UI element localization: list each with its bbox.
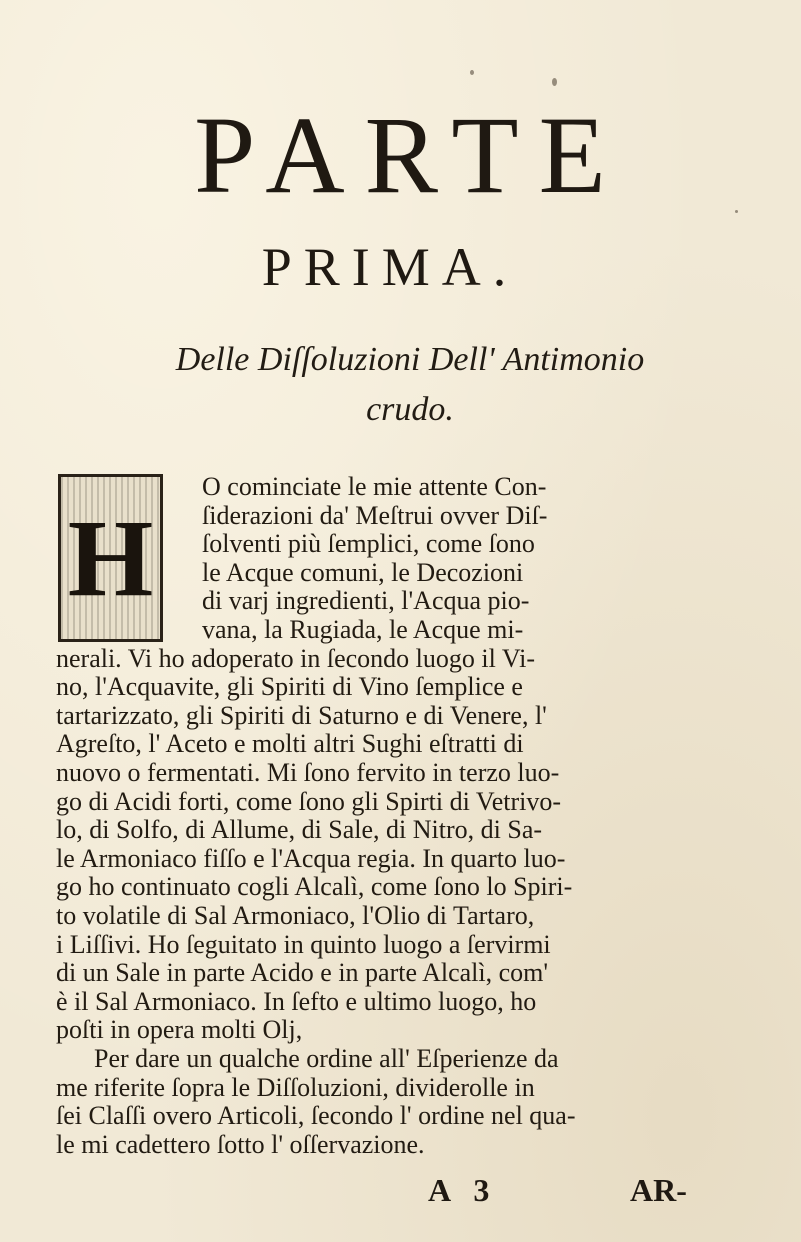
text-line: Per dare un qualche ordine all' Eſperienze da [94,1044,559,1073]
text-line: lo, di Solfo, di Allume, di Sale, di Nitro, di Sa- [56,815,543,845]
text-line: me riferite ſopra le Diſſoluzioni, dividerolle in [56,1072,535,1102]
text-line: le mi cadettero ſotto l' oſſervazione. [56,1129,425,1159]
ink-speck [735,210,738,213]
text-line: nuovo o fermentati. Mi ſono fervito in terzo luo- [56,758,560,787]
text-line: to volatile di Sal Armoniaco, l'Olio di Tartaro, [56,901,535,930]
drop-cap-letter: H [67,496,154,619]
text-line: è il Sal Armoniaco. In ſefto e ultimo luogo, ho [56,986,537,1016]
text-line: poſti in opera molti Olj, [56,1015,303,1045]
text-line: tartarizzato, gli Spiriti di Saturno e di Venere, l' [56,700,547,730]
text-line: Agreſto, l' Aceto e molti altri Sughi eſtratti di [56,729,524,759]
text-line: go ho continuato cogli Alcalì, come ſono lo Spiri- [56,872,573,902]
text-line: i Liſſivi. Ho ſeguitato in quinto luogo a ſervirmi [56,929,551,959]
part-number-title: PRIMA. [261,237,519,297]
text-line: O cominciate le mie attente Con- [202,472,547,501]
text-line: no, l'Acquavite, gli Spiriti di Vino ſemplice e [56,672,523,702]
ink-speck [470,70,474,75]
text-line: le Armoniaco fiſſo e l'Acqua regia. In quarto luo- [56,843,566,873]
text-line: nerali. Vi ho adoperato in ſecondo luogo il Vi- [56,643,535,673]
decorative-initial [58,474,163,642]
catchword: AR- [630,1172,687,1209]
ink-speck [552,78,557,86]
text-line: di un Sale in parte Acido e in parte Alcalì, com' [56,958,549,988]
text-line: go di Acidi forti, come ſono gli Spirti di Vetrivo- [56,786,562,816]
text-line: ſolventi più ſemplici, come ſono [202,529,535,559]
text-line: di varj ingredienti, l'Acqua pio- [202,586,530,616]
subtitle-line: Delle Diſſoluzioni Dell' Antimonio [175,341,645,378]
text-line: vana, la Rugiada, le Acque mi- [202,615,524,644]
signature-mark: A 3 [428,1172,498,1209]
chapter-subtitle [60,335,760,435]
text-line: ſei Claſſi overo Articoli, ſecondo l' ordine nel qua- [56,1101,576,1131]
text-line: ſiderazioni da' Meſtrui ovver Diſ- [202,500,548,530]
subtitle-line: crudo. [366,391,454,428]
part-title: PARTE [194,94,626,216]
text-line: le Acque comuni, le Decozioni [202,557,524,587]
